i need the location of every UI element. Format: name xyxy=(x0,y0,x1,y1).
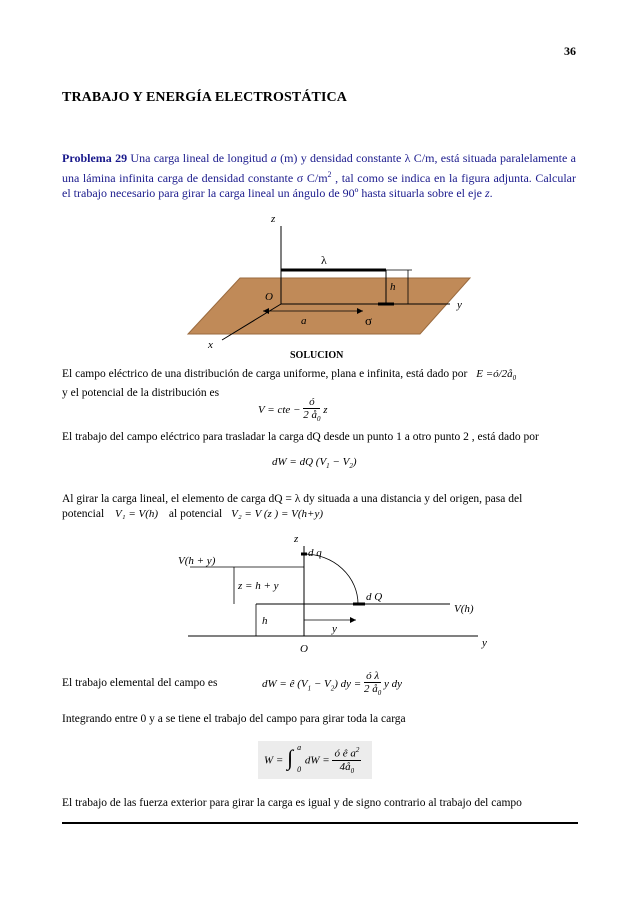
elemental-work-equation xyxy=(262,670,402,699)
elemental-num: ó λ xyxy=(364,670,381,683)
figure-rotation xyxy=(170,528,500,653)
fig2-h-label: h xyxy=(262,615,268,627)
rotation-line-2b: al potencial xyxy=(168,508,223,520)
total-num-sup: 2 xyxy=(355,746,360,754)
potential-fraction xyxy=(303,396,320,425)
elemental-den-sub: 0 xyxy=(377,689,382,698)
work-equation xyxy=(272,456,357,470)
fig2-dQ-label: d Q xyxy=(366,591,383,603)
elemental-eq-s2: 2 xyxy=(330,684,335,693)
fig2-origin-label: O xyxy=(300,643,308,653)
total-eq-mid: dW = xyxy=(304,754,330,767)
fig1-sigma-label: σ xyxy=(365,313,373,328)
page-number: 36 xyxy=(564,44,576,58)
elemental-fraction xyxy=(364,670,381,699)
field-equation-text: E =ó/2å xyxy=(476,368,513,380)
figure-sheet-line-charge xyxy=(150,208,490,350)
charged-sheet xyxy=(188,278,470,334)
potential-den-text: 2 å xyxy=(303,409,317,421)
total-den xyxy=(332,761,361,777)
potential-lhs: V = cte − xyxy=(258,404,301,417)
elemental-eq-mid: − V xyxy=(311,678,331,691)
integral-upper: a xyxy=(297,743,302,753)
elemental-eq-a: dW = ê (V xyxy=(262,678,308,691)
field-equation xyxy=(476,368,517,383)
footer-rule xyxy=(62,822,578,824)
solucion-heading: SOLUCION xyxy=(290,350,344,361)
fig2-y-axis-label: y xyxy=(482,637,487,649)
rotation-v1: V₁ = V(h) xyxy=(115,508,159,520)
potential-equation xyxy=(258,396,327,425)
fig2-vh-label: V(h) xyxy=(454,603,474,615)
elemental-eq-s1: 1 xyxy=(307,684,312,693)
fig2-y-small-label: y xyxy=(332,623,337,635)
integral-sign: ∫ a 0 xyxy=(287,743,302,775)
problem-statement xyxy=(62,151,576,202)
potential-num: ó xyxy=(303,396,320,409)
elemental-work-label: El trabajo elemental del campo es xyxy=(62,677,218,689)
fig2-y-arrow-head xyxy=(350,617,356,623)
total-num xyxy=(332,744,361,761)
paragraph-rotation xyxy=(62,492,576,522)
paragraph-field-text: El campo eléctrico de una distribución de carga uniforme, plana e infinita, está dado por xyxy=(62,368,468,380)
total-den-text: 4å xyxy=(339,760,351,773)
page-title: TRABAJO Y ENERGÍA ELECTROSTÁTICA xyxy=(62,90,347,105)
problem-label: Problema 29 xyxy=(62,151,128,165)
work-eq-a: dW = dQ (V xyxy=(272,456,327,468)
elemental-den xyxy=(364,683,381,699)
fig1-y-label: y xyxy=(457,299,462,311)
total-work-equation xyxy=(264,744,361,777)
fig1-origin-label: O xyxy=(265,291,273,303)
potential-tail: z xyxy=(323,404,328,417)
problem-text-1: Una carga lineal de longitud xyxy=(127,151,271,165)
fig2-z-label: z xyxy=(294,533,299,545)
integral-lower: 0 xyxy=(297,765,302,775)
fig1-a-label: a xyxy=(301,315,307,327)
field-equation-sub: 0 xyxy=(512,374,517,383)
problem-var-z: z xyxy=(484,186,490,200)
paragraph-potential-intro: y el potencial de la distribución es xyxy=(62,387,220,400)
work-eq-s1: 1 xyxy=(326,462,330,471)
rotation-line-2a: potencial xyxy=(62,508,105,520)
fig2-rotation-arc xyxy=(304,554,358,604)
total-eq-lhs: W = xyxy=(264,754,284,767)
paragraph-external-work: El trabajo de las fuerza exterior para girar la carga es igual y de signo contrario al trabajo del campo xyxy=(62,797,522,809)
fig2-vhy-label: V(h + y) xyxy=(178,555,216,567)
potential-den-sub: 0 xyxy=(316,415,321,424)
fig1-h-label: h xyxy=(390,281,396,293)
elemental-eq-b: ) dy = xyxy=(334,678,362,691)
paragraph-work: El trabajo del campo eléctrico para trasladar la carga dQ desde un punto 1 a otro punto 2 , está dado por xyxy=(62,431,539,443)
fig2-dq-label: d q xyxy=(308,547,322,559)
rotation-line-1: Al girar la carga lineal, el elemento de carga dQ = λ dy situada a una distancia y del origen, pasa del xyxy=(62,493,523,505)
rotation-v2: V₂ = V (z ) = V(h+y) xyxy=(231,508,323,520)
fig1-x-label: x xyxy=(208,339,213,350)
fig1-z-label: z xyxy=(271,213,276,225)
work-eq-mid: − V xyxy=(329,456,350,468)
problem-text-2: (m) y densidad constante λ C/m, está situada paralelamente a una lámina infinita carga de densidad constante σ C/m xyxy=(62,151,576,185)
paragraph-integration: Integrando entre 0 y a se tiene el trabajo del campo para girar toda la carga xyxy=(62,713,406,725)
fig1-lambda-label: λ xyxy=(321,253,327,267)
total-fraction xyxy=(332,744,361,777)
elemental-den-text: 2 å xyxy=(363,683,378,695)
problem-sup: 2 xyxy=(327,169,332,179)
problem-text-3: , tal como se indica en la figura adjunta. Calcular el trabajo necesario para girar la carga lineal un ángulo de 90º hasta situarla sobre el eje xyxy=(62,170,576,200)
total-num-text: ó ê a xyxy=(334,747,356,760)
problem-text-4: . xyxy=(489,186,493,200)
fig2-zeq-label: z = h + y xyxy=(238,580,279,592)
work-eq-s2: 2 xyxy=(349,462,353,471)
work-eq-end: ) xyxy=(352,456,357,468)
problem-var-a: a xyxy=(270,151,277,165)
total-den-sub: 0 xyxy=(350,766,355,775)
potential-den xyxy=(303,409,320,425)
elemental-tail: y dy xyxy=(383,678,402,691)
